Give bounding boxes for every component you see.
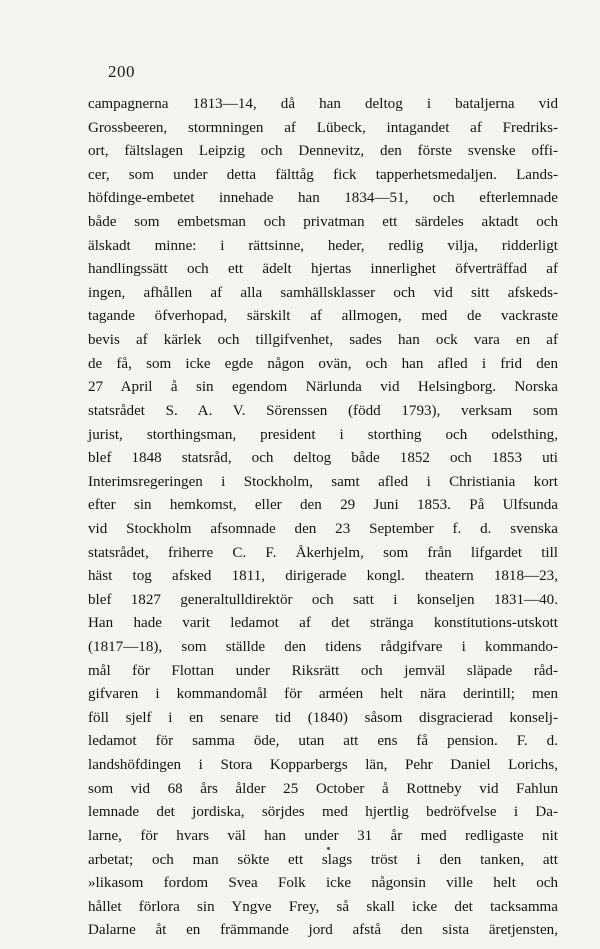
text-line: vid Stockholm afsomnade den 23 September f. d. svenska <box>88 520 558 537</box>
text-line: blef 1827 generaltulldirektör och satt i konseljen 1831—40. <box>88 591 558 608</box>
text-line: häst tog afsked 1811, dirigerade kongl. theatern 1818—23, <box>88 568 558 585</box>
body-text <box>88 93 558 943</box>
text-line: höfdinge-embetet innehade han 1834—51, och efterlemnade <box>88 190 558 207</box>
text-line: campagnerna 1813—14, då han deltog i bataljerna vid <box>88 96 558 112</box>
text-line: de få, som icke egde någon ovän, och han afled i frid den <box>88 355 558 372</box>
text-line: ort, fältslagen Leipzig och Dennevitz, den förste svenske offi- <box>88 143 558 160</box>
text-line: blef 1848 statsråd, och deltog både 1852 och 1853 uti <box>88 450 558 467</box>
text-line: föll sjelf i en senare tid (1840) såsom disgracierad konselj- <box>88 709 558 726</box>
text-line: handlingssätt och ett ädelt hjertas innerlighet öfverträffad af <box>88 261 558 278</box>
text-line: 27 April å sin egendom Närlunda vid Helsingborg. Norska <box>88 379 558 396</box>
text-line: som vid 68 års ålder 25 October å Rottneby vid Fahlun <box>88 780 558 797</box>
text-line: bevis af kärlek och tillgifvenhet, sades han ock vara en af <box>88 332 558 349</box>
text-line: statsrådet S. A. V. Sörenssen (född 1793), verksam som <box>88 402 558 419</box>
text-line: statsrådet, friherre C. F. Åkerhjelm, som från lifgardet till <box>88 544 558 561</box>
text-line: jurist, storthingsman, president i storthing och odelsthing, <box>88 426 558 443</box>
text-line: »likasom fordom Svea Folk icke någonsin ville helt och <box>88 875 558 892</box>
text-line: Dalarne åt en främmande jord afstå den sista äretjensten, <box>88 922 558 939</box>
text-line: cer, som under detta fälttåg fick tapperhetsmedaljen. Lands- <box>88 166 558 183</box>
text-line: Grossbeeren, stormningen af Lübeck, intagandet af Fredriks- <box>88 119 558 136</box>
text-line: ledamot för samma öde, utan att ens få pension. F. d. <box>88 733 558 750</box>
text-line: efter sin hemkomst, eller den 29 Juni 1853. På Ulfsunda <box>88 497 558 514</box>
text-line: larne, för hvars väl han under 31 år med redligaste nit <box>88 827 558 844</box>
text-line: arbetat; och man sökte ett slags tröst i den tanken, att <box>88 851 558 868</box>
text-line: ingen, afhållen af alla samhällsklasser och vid sitt afskeds- <box>88 284 558 301</box>
text-line: mål för Flottan under Riksrätt och jemväl släpade råd- <box>88 662 558 679</box>
text-line: både som embetsman och privatman ett särdeles aktadt och <box>88 214 558 231</box>
text-line: tagande öfverhopad, särskilt af allmogen, med de vackraste <box>88 308 558 325</box>
text-line: Han hade varit ledamot af det stränga konstitutions-utskott <box>88 615 558 632</box>
text-line: lemnade det jordiska, sörjdes med hjertlig bedröfvelse i Da- <box>88 804 558 821</box>
print-speck <box>327 847 330 850</box>
text-line: hållet förlora sin Yngve Frey, så skall icke det tacksamma <box>88 898 558 915</box>
text-line: Interimsregeringen i Stockholm, samt afled i Christiania kort <box>88 473 558 490</box>
text-line: gifvaren i kommandomål för arméen helt nära derintill; men <box>88 686 558 703</box>
page-number: 200 <box>108 62 135 81</box>
text-line: (1817—18), som ställde den tidens rådgifvare i kommando- <box>88 639 558 656</box>
text-line: älskadt minne: i rättsinne, heder, redlig vilja, ridderligt <box>88 237 558 254</box>
text-line: landshöfdingen i Stora Kopparbergs län, Pehr Daniel Lorichs, <box>88 757 558 774</box>
